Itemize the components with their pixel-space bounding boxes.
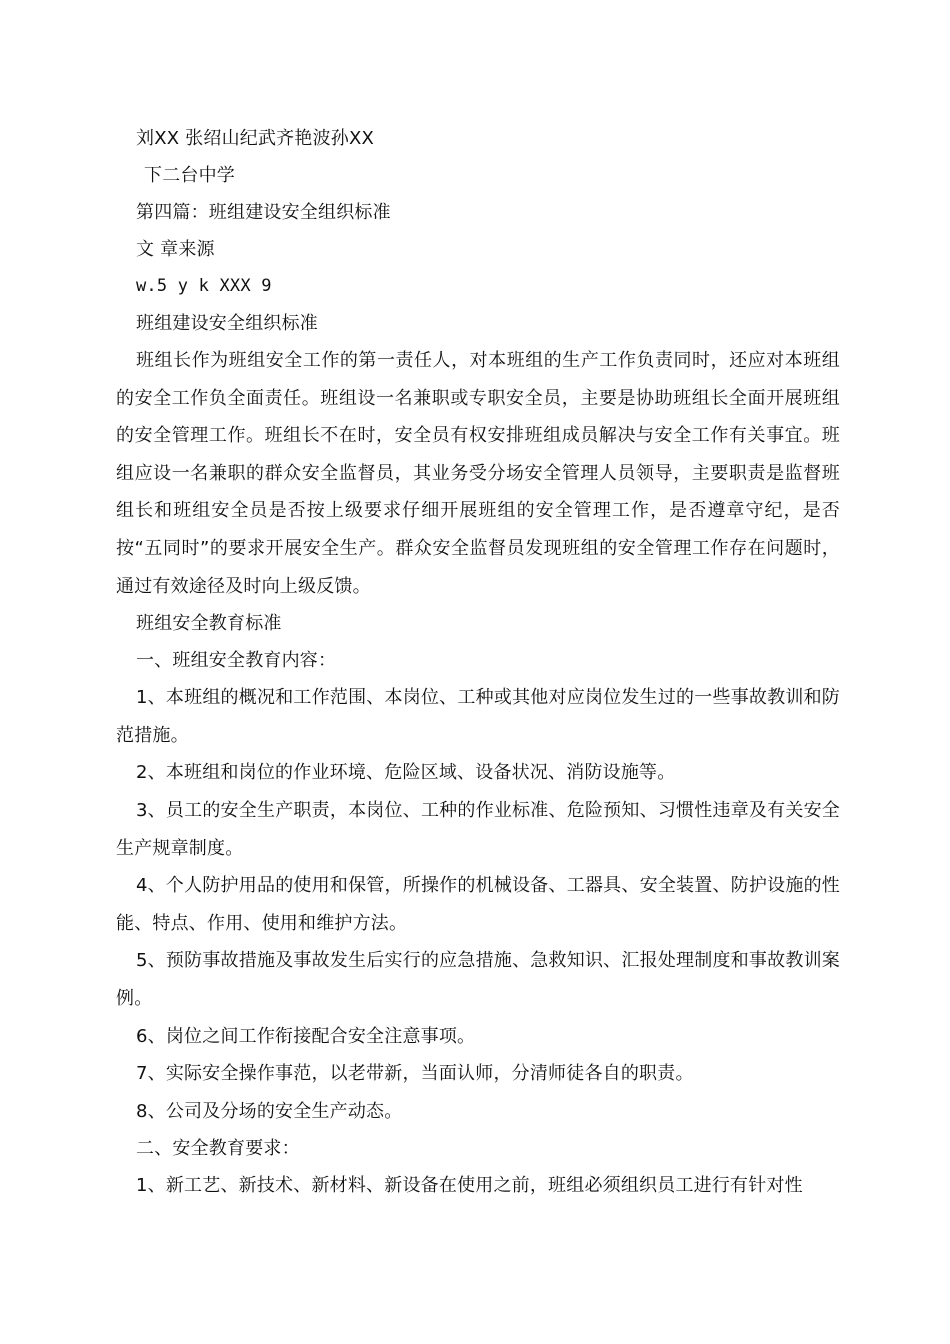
list-item: 2、本班组和岗位的作业环境、危险区域、设备状况、消防设施等。 <box>136 762 676 784</box>
list-item: 4、个人防护用品的使用和保管，所操作的机械设备、工器具、安全装置、防护设施的性能、特点、作用、使用和维护方法。 <box>116 875 840 934</box>
part1-title: 一、班组安全教育内容： <box>136 650 337 672</box>
document-title: 班组建设安全组织标准 <box>136 313 318 334</box>
part2-title: 二、安全教育要求： <box>136 1138 300 1160</box>
list-item: 5、预防事故措施及事故发生后实行的应急措施、急救知识、汇报处理制度和事故教训案例。 <box>116 950 840 1009</box>
section-title: 班组安全教育标准 <box>136 613 282 635</box>
list-item: 7、实际安全操作事范，以老带新，当面认师，分清师徒各自的职责。 <box>136 1063 694 1085</box>
source-url: w.5 y k XXX 9 <box>136 276 272 296</box>
intro-paragraph: 班组长作为班组安全工作的第一责任人，对本班组的生产工作负责同时，还应对本班组的安全工作负全面责任。班组设一名兼职或专职安全员，主要是协助班组长全面开展班组的安全管理工作。班组长不在时，安全员有权安排班组成员解决与安全工作有关事宜。班组应设一名兼职的群众安全监督员，其业务受分场安全管理人员领导，主要职责是监督班组长和班组安全员是否按上级要求仔细开展班组的安全管理工作，是否遵章守纪，是否按“五同时”的要求开展安全生产。群众安全监督员发现班组的安全管理工作存在问题时，通过有效途径及时向上级反馈。 <box>116 350 840 597</box>
chapter-title: 第四篇：班组建设安全组织标准 <box>136 202 391 223</box>
list-item: 1、本班组的概况和工作范围、本岗位、工种或其他对应岗位发生过的一些事故教训和防范措施。 <box>116 687 840 746</box>
list-item: 8、公司及分场的安全生产动态。 <box>136 1100 403 1122</box>
list-item: 1、新工艺、新技术、新材料、新设备在使用之前，班组必须组织员工进行有针对性 <box>136 1175 803 1197</box>
document-body <box>116 120 840 1205</box>
list-item: 3、员工的安全生产职责，本岗位、工种的作业标准、危险预知、习惯性违章及有关安全生产规章制度。 <box>116 799 840 859</box>
list-item: 6、岗位之间工作衔接配合安全注意事项。 <box>136 1025 476 1047</box>
author-line: 刘XX 张绍山纪武齐艳波孙XX <box>136 128 375 149</box>
source-label: 文 章来源 <box>136 239 215 260</box>
school-line: 下二台中学 <box>144 165 235 186</box>
